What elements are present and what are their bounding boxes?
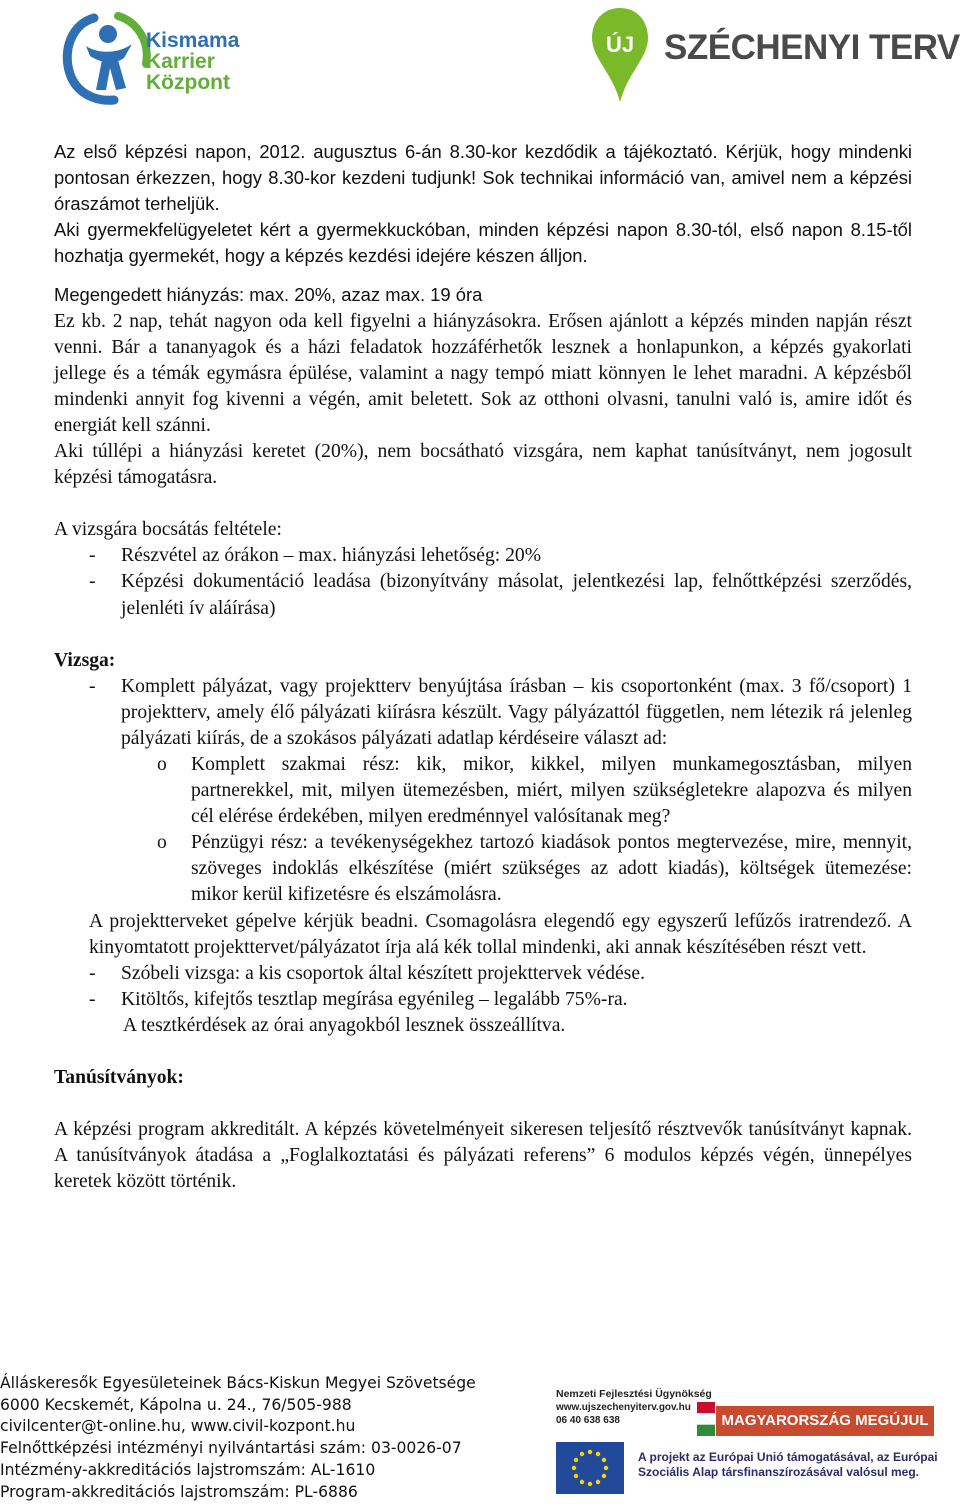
exam-item-test: Kitöltős, kifejtős tesztlap megírása egyénileg – legalább 75%-ra. (121, 988, 628, 1010)
eu-flag-icon (556, 1442, 624, 1494)
dash-marker: - (89, 988, 96, 1010)
footer-address: 6000 Kecskemét, Kápolna u. 24., 76/505-988 (0, 1395, 352, 1414)
condition-attendance: Részvétel az órákon – max. hiányzási lehetőség: 20% (121, 545, 542, 567)
list-item (54, 674, 912, 752)
paragraph-allowed-absence: Megengedett hiányzás: max. 20%, azaz max. 19 óra (54, 284, 483, 306)
exam-subitem-financial: Pénzügyi rész: a tevékenységekhez tartozó kiadások pontos megtervezése, mire, mennyit, szöveges indoklás elkészítése (miért szükséges az adott kiadás), költségek ütemezése: mikor kerül kifizetésre és elszámolásra. (191, 832, 912, 906)
exam-item-project: Komplett pályázat, vagy projektterv benyújtása írásban – kis csoportonként (max. 3 fő/csoport) 1 projektterv, amely élő pályázati kiírásra készült. Vagy pályázattól független, nem létezik rá jelenleg pályázati kiírás, de a szokásos pályázati adatlap kérdéseire választ ad: (121, 675, 912, 749)
exam-conditions-title: A vizsgára bocsátás feltétele: (54, 519, 282, 541)
nfu-eu-banner (540, 1370, 960, 1502)
bullet-marker: o (157, 832, 167, 854)
exam-subitem-professional: Komplett szakmai rész: kik, mikor, kikkel, milyen munkamegosztásban, milyen partnerekkel, mit, milyen ütemezésben, miért, milyen szükségletekre alapozva és milyen cél elérése érdekében, milyen eredménnyel valósítanak meg? (191, 753, 912, 828)
certificates-heading: Tanúsítványok: (54, 1067, 184, 1088)
footer-institution-accreditation: Intézmény-akkreditációs lajstromszám: AL-1610 (0, 1460, 376, 1479)
footer-contact (0, 1373, 520, 1503)
dash-marker: - (89, 571, 96, 593)
uj-szechenyi-terv-logo (590, 6, 960, 110)
nfu-phone: 06 40 638 638 (556, 1415, 620, 1426)
dash-marker: - (89, 545, 96, 567)
footer-email-web: civilcenter@t-online.hu, www.civil-kozpont.hu (0, 1417, 356, 1436)
list-item (54, 830, 912, 908)
condition-documents: Képzési dokumentáció leadása (bizonyítvány másolat, jelentkezési lap, felnőttképzési szerződés, jelenléti ív aláírása) (121, 571, 912, 619)
magyarorszag-megujul-banner: MAGYARORSZÁG MEGÚJUL (716, 1406, 934, 1436)
list-item (54, 569, 912, 621)
footer-org-name: Álláskeresők Egyesületeinek Bács-Kiskun Megyei Szövetsége (0, 1374, 476, 1392)
dash-marker: - (89, 675, 96, 697)
kismama-logo-mark-icon (58, 4, 154, 108)
document-body (54, 139, 912, 1195)
exam-test-note: A tesztkérdések az órai anyagokból lesznek összeállítva. (123, 1014, 566, 1036)
kismama-logo-line1: Kismama (146, 29, 240, 52)
pin-text: ÚJ (605, 32, 635, 57)
list-item (54, 961, 912, 987)
paragraph-childcare: Aki gyermekfelügyeletet kért a gyermekkuckóban, minden képzési napon 8.30-tól, első napon 8.15-től hozhatja gyermekét, hogy a képzés kezdési idejére készen álljon. (54, 219, 912, 267)
footer-registration: Felnőttképzési intézményi nyilvántartási szám: 03-0026-07 (0, 1439, 462, 1458)
paragraph-absence-details: Ez kb. 2 nap, tehát nagyon oda kell figyelni a hiányzásokra. Erősen ajánlott a képzés minden napján részt venni. Bár a tananyagok és a házi feladatok hozzáférhetők lesznek a honlapunkon, a képzés gyakorlati jellege és a témák egymásra épülése, valamint a nagy tempó miatt könnyen le lehet maradni. A képzésből mindenki annyit fog kivenni a végén, amit beletett. Sok az otthoni olvasni, tanulni való is, amire időt és energiát kell szánni. (54, 310, 912, 436)
exam-note: A projektterveket gépelve kérjük beadni. Csomagolásra elegendő egy egyszerű lefűzős iratrendező. A kinyomtatott projekttervet/pályázatot írja alá kék tollal mindenki, aki annak készítésében részt vett. (89, 910, 912, 958)
szechenyi-title: SZÉCHENYI TERV (664, 28, 960, 67)
hungarian-flag-icon (697, 1402, 715, 1436)
exam-item-oral: Szóbeli vizsga: a kis csoportok által készített projekttervek védése. (121, 962, 645, 984)
eu-note-line2: Szociális Alap társfinanszírozásával valósul meg. (638, 1465, 919, 1479)
kismama-logo-line3: Központ (146, 71, 230, 94)
nfu-name: Nemzeti Fejlesztési Ügynökség (556, 1388, 712, 1400)
kismama-karrier-kozpont-logo (58, 4, 258, 108)
list-item (54, 987, 912, 1013)
dash-marker: - (89, 962, 96, 984)
bullet-marker: o (157, 753, 167, 775)
nfu-url: www.ujszechenyiterv.gov.hu (556, 1402, 691, 1413)
certificates-text: A képzési program akkreditált. A képzés követelményeit sikeresen teljesítő résztvevők tanúsítványt kapnak. A tanúsítványok átadása a „Foglalkoztatási és pályázati referens” 6 modulos képzés végén, ünnepélyes keretek között történik. (54, 1119, 912, 1193)
kismama-logo-line2: Karrier (146, 50, 215, 73)
paragraph-first-day: Az első képzési napon, 2012. augusztus 6-án 8.30-kor kezdődik a tájékoztató. Kérjük, hogy mindenki pontosan érkezzen, hogy 8.30-kor kezdeni tudjunk! Sok technikai információ van, amivel nem a képzési óraszámot terheljük. (54, 141, 912, 215)
list-item (54, 752, 912, 830)
exam-heading: Vizsga: (54, 649, 116, 671)
paragraph-absence-limit: Aki túllépi a hiányzási keretet (20%), nem bocsátható vizsgára, nem kaphat tanúsítványt, nem jogosult képzési támogatásra. (54, 441, 912, 489)
list-item (54, 543, 912, 569)
footer-program-accreditation: Program-akkreditációs lajstromszám: PL-6886 (0, 1482, 358, 1501)
eu-note-line1: A projekt az Európai Unió támogatásával, az Európai (638, 1450, 938, 1464)
